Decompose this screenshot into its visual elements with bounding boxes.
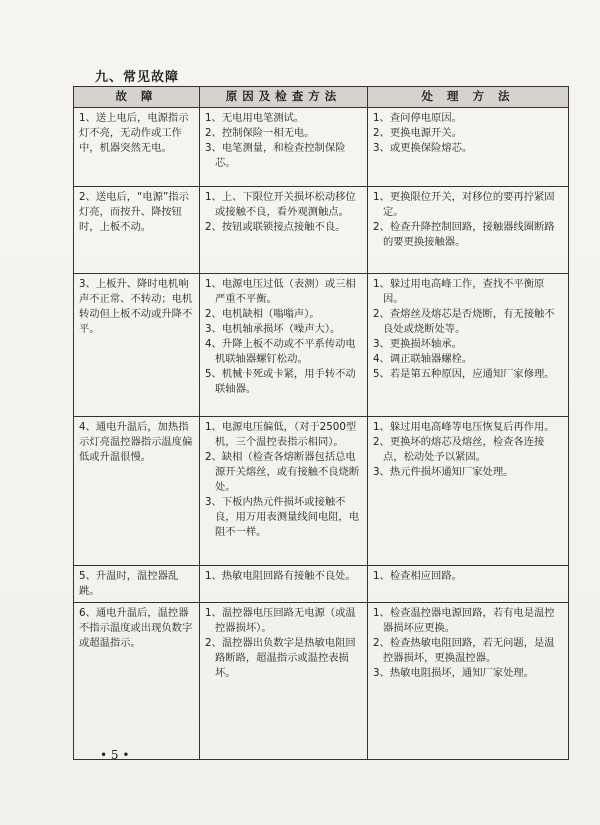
fix-line: 2、检查升降控制回路，接触器线圈断路的要更换接触器。 [373,221,555,248]
fix-line: 1、躲过用电高峰工作，查找不平衡原因。 [373,278,545,305]
fix-line: 3、或更换保险熔芯。 [373,142,473,154]
header-fix: 处 理 方 法 [368,87,569,108]
cause-cell [200,274,368,417]
cause-line: 1、热敏电阻回路有接触不良处。 [205,570,356,582]
fix-line: 3、热敏电阻损坏，通知厂家处理。 [373,667,535,679]
cause-cell [200,603,368,760]
cause-line: 1、电源电压偏低，（对于2500型机，三个温控表指示相同）。 [205,421,357,448]
cause-line: 2、按钮或联锁接点接触不良。 [205,221,346,233]
fix-line: 1、检查相应回路。 [373,570,462,582]
section-title: 九、常见故障 [95,70,180,85]
fault-cell: 4、通电升温后，加热指示灯亮温控器指示温度偏低或升温很慢。 [74,417,200,566]
fix-line: 3、热元件损坏通知厂家处理。 [373,466,514,478]
table-header-row [74,87,569,108]
fix-line: 1、检查温控器电源回路，若有电是温控器损坏应更换。 [373,607,555,634]
table-row [74,603,569,760]
fix-line: 2、检查热敏电阻回路，若无问题，是温控器损坏，更换温控器。 [373,637,555,664]
fix-line: 1、更换限位开关，对移位的要再拧紧固定。 [373,191,555,218]
fix-cell [368,566,569,603]
fault-cell: 2、送电后，“电源”指示灯亮，而按升、降按钮时，上板不动。 [74,187,200,274]
cause-line: 1、电源电压过低（表测）或三相严重不平衡。 [205,278,356,305]
cause-cell [200,566,368,603]
cause-line: 3、电机轴承损坏（噪声大）。 [205,323,341,335]
table-row [74,187,569,274]
fault-cell: 3、上板升、降时电机响声不正常、不转动；电机转动但上板不动或升降不平。 [74,274,200,417]
fix-line: 2、更换坏的熔芯及熔丝，检查各连接点，松动处予以紧固。 [373,436,545,463]
fault-cell: 5、升温时，温控器乱跳。 [74,566,200,603]
fix-line: 1、躲过用电高峰等电压恢复后再作用。 [373,421,555,433]
page-number: • 5 • [100,748,130,762]
cause-cell [200,417,368,566]
cause-line: 1、温控器电压回路无电源（或温控器损坏）。 [205,607,356,634]
cause-line: 3、下板内热元件损坏或接触不良，用万用表测量线间电阻，电阻不一样。 [205,496,360,538]
fix-cell [368,417,569,566]
fix-line: 3、更换损坏轴承。 [373,338,462,350]
cause-cell [200,187,368,274]
fault-cell: 6、通电升温后，温控器不指示温度或出现负数字或超温指示。 [74,603,200,760]
fault-table [73,86,569,760]
cause-line: 2、电机缺相（嗡嗡声）。 [205,308,320,320]
table-row [74,274,569,417]
fix-line: 4、调正联轴器螺栓。 [373,353,473,365]
header-cause: 原因及检查方法 [200,87,368,108]
table-row [74,566,569,603]
fix-line: 1、查问停电原因。 [373,112,462,124]
cause-line: 1、上、下限位开关损坏松动移位或接触不良，看外观测触点。 [205,191,356,218]
cause-line: 2、缺相（检查各熔断器包括总电源开关熔丝，或有接触不良烧断处。 [205,451,360,493]
fix-cell [368,603,569,760]
table-row [74,108,569,187]
fix-line: 5、若是第五种原因，应通知厂家修理。 [373,368,555,380]
cause-line: 5、机械卡死或卡紧，用手转不动联轴器。 [205,368,356,395]
cause-line: 1、无电用电笔测试。 [205,112,305,124]
cause-line: 2、控制保险一相无电。 [205,127,315,139]
cause-cell [200,108,368,187]
fix-line: 2、更换电源开关。 [373,127,462,139]
cause-line: 3、电笔测量，和检查控制保险芯。 [205,142,346,169]
header-fault: 故 障 [74,87,200,108]
fix-line: 2、查熔丝及熔芯是否烧断，有无接触不良处或烧断处等。 [373,308,555,335]
fault-cell: 1、送上电后，电源指示灯不亮，无动作或工作中，机器突然无电。 [74,108,200,187]
cause-line: 2、温控器出负数字是热敏电阻回路断路，超温指示或温控表损坏。 [205,637,356,679]
fix-cell [368,108,569,187]
cause-line: 4、升降上板不动或不平系传动电机联轴器螺钉松动。 [205,338,356,365]
fix-cell [368,187,569,274]
fix-cell [368,274,569,417]
table-row [74,417,569,566]
